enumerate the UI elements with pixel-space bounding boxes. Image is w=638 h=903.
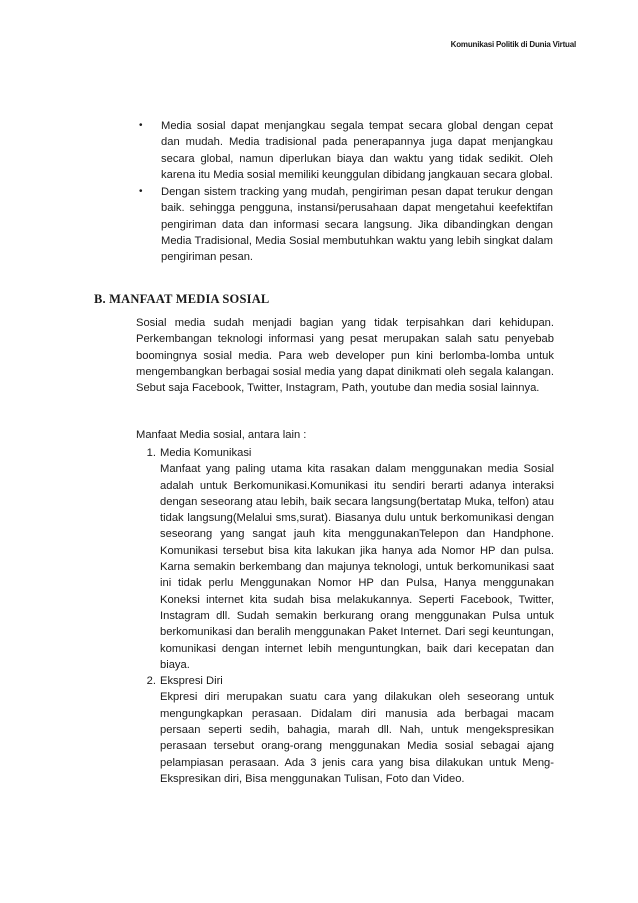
section-paragraph-block: [136, 315, 554, 396]
list-item-title: Ekspresi Diri: [160, 675, 223, 688]
list-item-title: Media Komunikasi: [160, 447, 252, 459]
section-heading: B. MANFAAT MEDIA SOSIAL: [94, 292, 270, 306]
list-item-text: Ekpresi diri merupakan suatu cara yang dilakukan oleh seseorang untuk mengungkapkan perasaan. Didalam diri manusia ada berbagai macam persaan seperti sedih, bahagia, marah dll. Nah, untuk mengekspresikan perasaan tersebut orang-orang menggunakan Media sosial sebagai ajang pelampiasan perasaan. Ada 3 jenis cara yang bisa dilakukan untuk Meng-Ekspresikan diri, Bisa menggunakan Tulisan, Foto dan Video.: [160, 691, 554, 785]
list-item-title-row: [146, 673, 554, 689]
bullet-text: Dengan sistem tracking yang mudah, pengiriman pesan dapat terukur dengan baik. sehingga pengguna, instansi/perusahaan dapat mengetahui keefektifan pengiriman data dan informasi secara langsung. Jika dibandingkan dengan Media Tradisional, Media Sosial membutuhkan waktu yang lebih singkat dalam pengiriman pesan.: [161, 186, 553, 264]
bullet-item: [135, 184, 553, 265]
numbered-list: [136, 445, 554, 787]
list-item-number: 1.: [146, 447, 156, 459]
list-item: [136, 673, 554, 787]
bullet-icon: •: [139, 120, 143, 131]
list-item-text: Manfaat yang paling utama kita rasakan dalam menggunakan media Sosial adalah untuk Berkomunikasi.Komunikasi itu sendiri berarti adanya interaksi dengan seseorang atau lebih, baik secara langsung(bertatap Muka, telfon) atau tidak langsung(Melalui sms,surat). Biasanya dulu untuk berkomunikasi dengan seseorang yang sangat jauh kita menggunakanTelepon dan Handphone. Komunikasi tersebut bisa kita lakukan jika hanya ada Nomor HP dan pulsa. Karna semakin berkembang dan majunya teknologi, untuk berkomunikasi saat ini tidak perlu Menggunakan Nomor HP dan Pulsa, Hanya menggunakan Koneksi internet kita sudah bisa melakukannya. Seperti Facebook, Twitter, Instagram dll. Sudah semakin berkurang orang menggunakan Pulsa untuk berkomunikasi dan beralih menggunakan Paket Internet. Dari segi keuntungan, komunikasi dengan internet lebih menguntungkan, baik dari kecepatan dan biaya.: [160, 463, 554, 671]
list-item-title-row: [146, 445, 554, 461]
bullet-icon: •: [139, 186, 143, 198]
bullet-list: [135, 118, 553, 267]
section-paragraph: Sosial media sudah menjadi bagian yang tidak terpisahkan dari kehidupan. Perkembangan teknologi informasi yang pesat merupakan salah satu penyebab boomingnya sosial media. Para web developer pun kini berlomba-lomba untuk mengembangkan berbagai sosial media yang dapat dinikmati oleh segala kalangan. Sebut saja Facebook, Twitter, Instagram, Path, youtube dan media sosial lainnya.: [136, 317, 554, 395]
bullet-item: [135, 118, 553, 183]
bullet-text: Media sosial dapat menjangkau segala tempat secara global dengan cepat dan mudah. Media tradisional pada penerapannya juga dapat menjangkau secara global, namun diperlukan biaya dan waktu yang tidak sedikit. Oleh karena itu Media sosial memiliki keunggulan dibidang jangkauan secara global.: [161, 120, 553, 181]
list-intro: Manfaat Media sosial, antara lain :: [136, 429, 307, 441]
running-header: Komunikasi Politik di Dunia Virtual: [450, 40, 576, 49]
list-item-number: 2.: [146, 675, 156, 688]
list-item: [136, 445, 554, 673]
